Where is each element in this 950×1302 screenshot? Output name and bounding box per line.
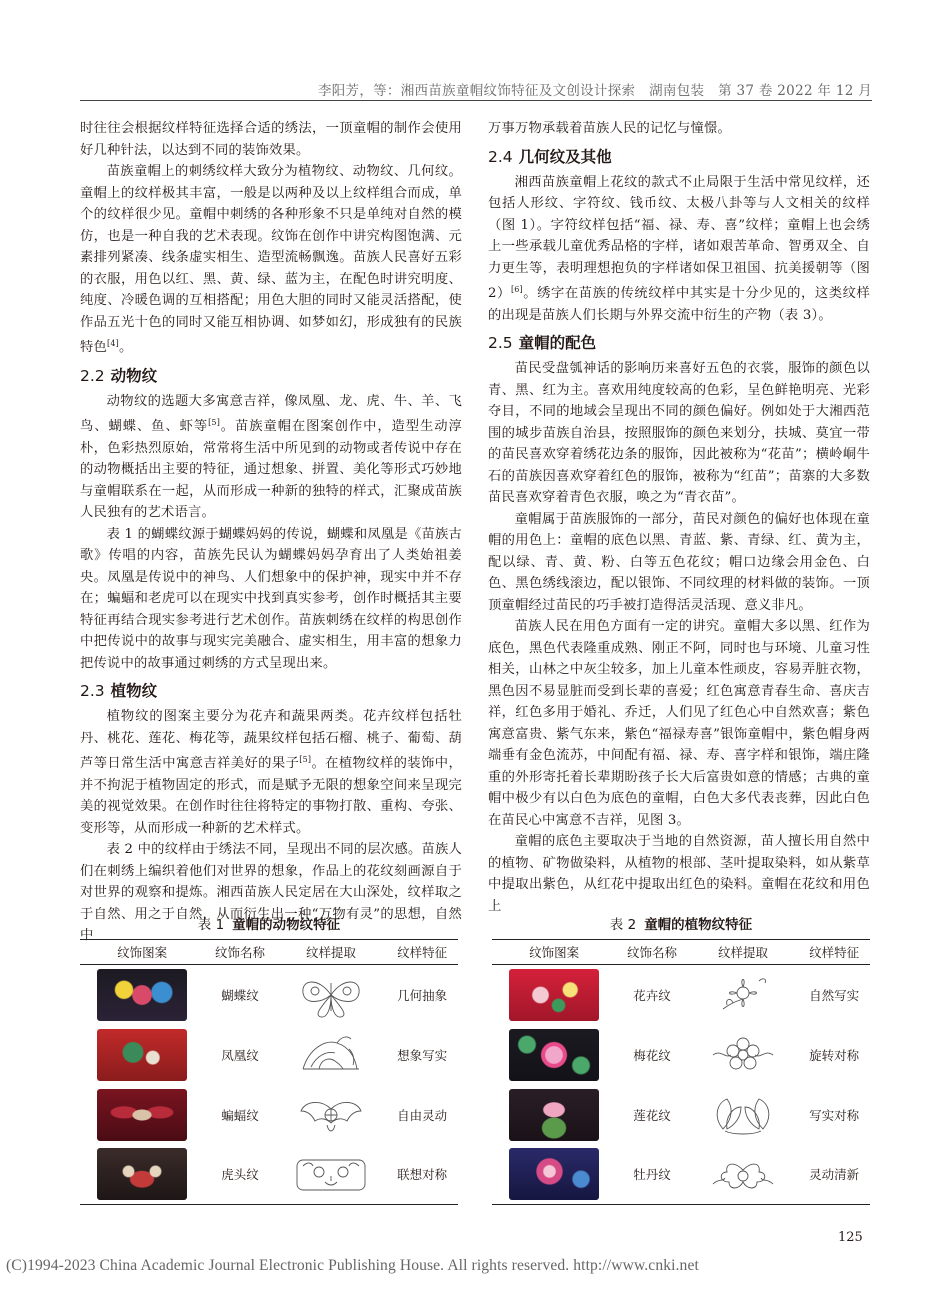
table-cell: 灵动清新 [809,1167,860,1183]
lotus-embroidery-photo [509,1089,599,1141]
paragraph: 湘西苗族童帽上花纹的款式不止局限于生活中常见纹样，还包括人形纹、字符纹、钱币纹、太极八卦等与人文相关的纹样（图 1）。字符纹样包括“福、禄、寿、喜”纹样；童帽上也会绣上一些承载儿童优秀品格的字样，诸如艰苦革命、智勇双全、自力更生等，表明理想抱负的字样诸如保卫祖国、抗美援朝等（图 2）[6]。绣字在苗族的传统纹样中其实是十分少见的，这类纹样的出现是苗族人们长期与外界交流中衍生的产物（表 3）。 [488,174,870,323]
table-cell: 写实对称 [809,1107,860,1123]
column-header: 纹样特征 [809,945,860,960]
table-row [80,1085,458,1145]
table-cell: 蝙蝠纹 [221,1107,259,1123]
table-caption: 表 2 童帽的植物纹特征 [609,917,753,933]
page-number: 125 [838,1230,863,1245]
table-cell: 梅花纹 [633,1047,671,1063]
table-row [492,1025,870,1085]
table-row [492,1145,870,1205]
table-header-row [80,940,458,965]
table-row [492,1085,870,1145]
citation: [5] [299,755,312,764]
paragraph: 童帽属于苗族服饰的一部分，苗民对颜色的偏好也体现在童帽的用色上：童帽的底色以黑、青蓝、紫、青绿、红、黄为主，配以绿、青、黄、粉、白等五色花纹；帽口边缘会用金色、白色、黑色绣线滚边，配以银饰、不同纹理的材料做的装饰。一顶顶童帽经过苗民的巧手被打造得活灵活现、意义非凡。 [488,511,870,613]
bat-embroidery-photo [97,1089,187,1141]
right-column [488,118,870,917]
table-cell: 蝴蝶纹 [221,987,259,1003]
table-row [80,1025,458,1085]
column-header: 纹饰名称 [627,945,678,960]
table-cell: 想象写实 [397,1047,448,1063]
column-header: 纹饰图案 [117,945,168,960]
table-row [80,1145,458,1205]
paragraph: 表 1 的蝴蝶纹源于蝴蝶妈妈的传说，蝴蝶和凤凰是《苗族古歌》传唱的内容，苗族先民认为蝴蝶妈妈孕育出了人类始祖姜央。凤凰是传说中的神鸟、人们想象中的保护神，现实中并不存在；蝙蝠和老虎可以在现实中找到真实参考，创作时概括其主要特征再结合现实参考进行艺术创作。苗族刺绣在纹样的构思创作中把传说中的故事与现实完美融合、虚实相生，用丰富的想象力把传说中的故事通过刺绣的方式呈现出来。 [80,526,462,671]
butterfly-embroidery-photo [97,969,187,1021]
column-header: 纹饰名称 [215,945,266,960]
table-row [80,965,458,1025]
plum-blossom-pattern-sketch [703,1029,783,1081]
paragraph: 童帽的底色主要取决于当地的自然资源，苗人擅长用自然中的植物、矿物做染料，从植物的根部、茎叶提取染料，如从紫草中提取出紫色，从红花中提取出红色的染料。童帽在花纹和用色上 [488,834,870,914]
lotus-pattern-sketch [703,1089,783,1141]
flower-pattern-sketch [703,969,783,1021]
plum-blossom-embroidery-photo [509,1029,599,1081]
column-header: 纹样特征 [397,945,448,960]
table-cell: 花卉纹 [633,987,671,1003]
header-rule [80,100,872,101]
table-2-plant-patterns [492,913,870,1205]
peony-embroidery-photo [509,1148,599,1200]
copyright-footer: (C)1994-2023 China Academic Journal Electronic Publishing House. All rights reserved. http://www.cnki.net [6,1257,699,1274]
tiger-head-pattern-sketch [291,1148,371,1200]
butterfly-pattern-sketch [291,969,371,1021]
section-heading-2-3: 2.3 植物纹 [80,682,158,700]
paragraph: 表 2 中的纹样由于绣法不同，呈现出不同的层次感。苗族人们在刺绣上编织着他们对世界的想象，作品上的花纹刻画源自于对世界的观察和提炼。湘西苗族人民定居在大山深处，纹样取之于自然、用之于自然，从而衍生出一种“万物有灵”的思想，自然中 [80,842,462,943]
paragraph: 时往往会根据纹样特征选择合适的绣法，一顶童帽的制作会使用好几种针法，以达到不同的装饰效果。 [80,121,462,158]
paragraph: 苗民受盘瓠神话的影响历来喜好五色的衣裳，服饰的颜色以青、黑、红为主。喜欢用纯度较高的色彩，呈色鲜艳明亮、光彩夺目，不同的地域会呈现出不同的颜色偏好。例如处于大湘西范围的城步苗族自治县，按照服饰的颜色来划分，扶城、莫宜一带的苗民喜欢穿着绣花边条的服饰，因此被称为“花苗”；横岭峒牛石的苗族因喜欢穿着红色的服饰，被称为“红苗”；苗寨的大多数苗民喜欢穿着青色衣服，唤之为“青衣苗”。 [488,361,870,505]
paragraph: 动物纹的选题大多寓意吉祥，像凤凰、龙、虎、牛、羊、飞鸟、蝴蝶、鱼、虾等[5]。苗族童帽在图案创作中，造型生动淳朴，色彩热烈原始，常常将生活中所见到的动物或者传说中存在的动物概括出主要的特征，通过想象、拼置、美化等形式巧妙地与童帽联系在一起，从而形成一种新的独特的样式，汇聚成苗族人民独有的艺术语言。 [80,393,462,520]
section-heading-2-5: 2.5 童帽的配色 [488,334,597,352]
paragraph: 万事万物承载着苗族人民的记忆与憧憬。 [488,121,731,136]
table-cell: 牡丹纹 [633,1167,671,1183]
running-head: 李阳芳，等：湘西苗族童帽纹饰特征及文创设计探索 湖南包装 第 37 卷 2022 年 12 月 [317,83,872,99]
column-header: 纹样提取 [306,945,357,960]
section-heading-2-2: 2.2 动物纹 [80,366,158,385]
column-header: 纹样提取 [718,945,769,960]
table-cell: 凤凰纹 [221,1047,259,1063]
paragraph: 植物纹的图案主要分为花卉和蔬果两类。花卉纹样包括牡丹、桃花、莲花、梅花等，蔬果纹样包括石榴、桃子、葡萄、葫芦等日常生活中寓意吉祥美好的果子[5]。在植物纹样的装饰中，并不拘泥于植物固定的形式，而是赋予无限的想象空间来呈现完美的视觉效果。在创作时往往将特定的事物打散、重构、夸张、变形等，从而形成一种新的艺术样式。 [80,709,462,836]
citation: [4] [107,339,119,348]
paragraph: 苗族童帽上的刺绣纹样大致分为植物纹、动物纹、几何纹。童帽上的纹样极其丰富，一般是以两种及以上纹样组合而成，单个的纹样很少见。童帽中刺绣的各种形象不只是单纯对自然的模仿，也是一种自我的艺术表现。纹饰在创作中讲究构图饱满、元素排列紧凑、线条虚实相生、造型流畅飘逸。苗族人民喜好五彩的衣服，用色以红、黑、黄、绿、蓝为主，在配色时讲究明度、纯度、冷暖色调的互相搭配；用色大胆的同时又能灵活搭配，使作品五光十色的同时又能互相协调、如梦如幻，形成独有的民族特色[4]。 [80,164,462,355]
peony-pattern-sketch [703,1148,783,1200]
table-cell: 莲花纹 [633,1107,671,1123]
table-row [492,965,870,1025]
table-cell: 旋转对称 [809,1047,860,1063]
section-heading-2-4: 2.4 几何纹及其他 [488,147,612,166]
tiger-head-embroidery-photo [97,1148,187,1200]
left-column [80,118,462,947]
phoenix-pattern-sketch [291,1029,371,1081]
table-caption: 表 1 童帽的动物纹特征 [197,917,341,933]
column-header: 纹饰图案 [529,945,580,960]
table-cell: 自然写实 [809,987,860,1003]
table-header-row [492,940,870,965]
table-1-animal-patterns [80,913,458,1205]
citation: [6] [510,285,523,294]
citation: [5] [208,418,221,427]
table-cell: 几何抽象 [397,987,448,1003]
bat-pattern-sketch [291,1089,371,1141]
table-cell: 虎头纹 [221,1167,259,1183]
phoenix-embroidery-photo [97,1029,187,1081]
paragraph: 苗族人民在用色方面有一定的讲究。童帽大多以黑、红作为底色，黑色代表隆重成熟、刚正不阿，同时也与环境、儿童习性相关，山林之中灰尘较多，加上儿童本性顽皮，容易弄脏衣物，黑色因不易显脏而受到长辈的喜爱；红色寓意青春生命、喜庆吉祥，红色多用于婚礼、乔迁，人们见了红色心中自然欢喜；紫色寓意富贵、紫气东来，紫色“福禄寿喜”银饰童帽中，紫色帽身两端垂有金色流苏，中间配有福、禄、寿、喜字样和银饰，端庄隆重的外形寄托着长辈期盼孩子长大后富贵如意的情感；古典的童帽中极少有以白色为底色的童帽，白色大多代表丧葬，因此白色在苗民心中寓意不吉祥，见图 3。 [488,619,870,828]
table-cell: 自由灵动 [397,1107,448,1123]
table-cell: 联想对称 [397,1167,448,1183]
flower-embroidery-photo [509,969,599,1021]
